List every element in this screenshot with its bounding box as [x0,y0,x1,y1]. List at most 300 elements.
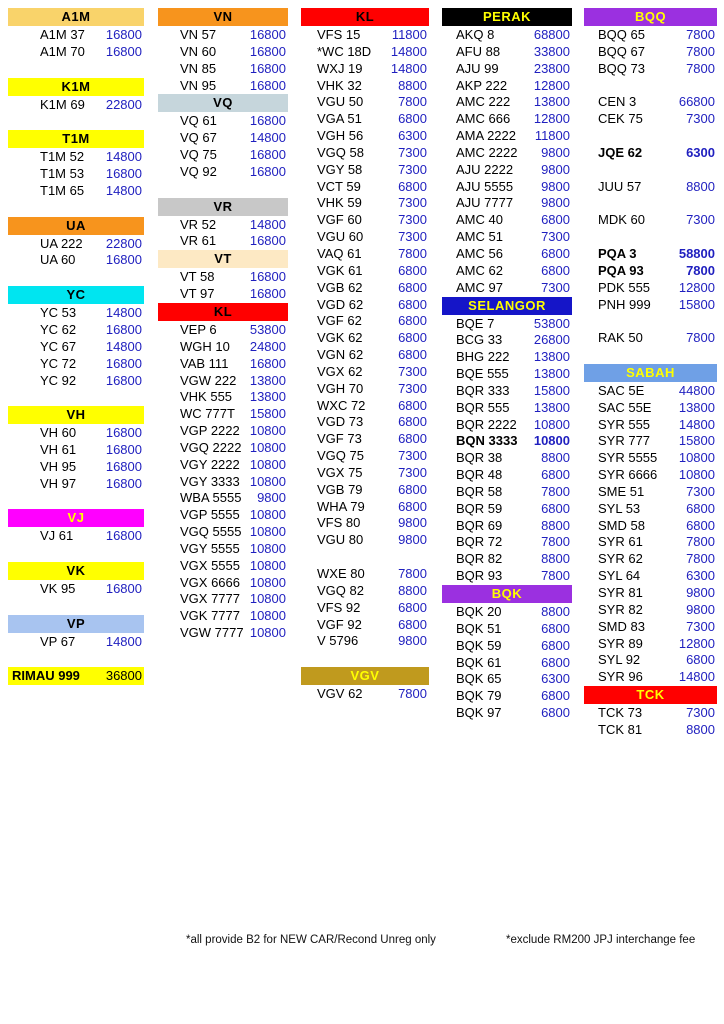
plate-row [442,316,572,333]
plate-number: T1M 65 [40,182,85,198]
section-header: UA [8,217,144,235]
plate-number: BQR 555 [456,399,510,415]
plate-number: VGY 3333 [180,473,240,489]
plate-number: VGB 79 [317,481,363,497]
plate-number: VGQ 5555 [180,524,242,540]
plate-price: 10800 [249,540,286,556]
plate-row [442,621,572,638]
plate-number: BQK 65 [456,671,502,687]
plate-price: 6800 [398,330,427,346]
section-header: SELANGOR [442,297,572,315]
plate-row [158,524,288,541]
section-a1m [8,8,144,78]
plate-number: VQ 75 [180,147,217,163]
plate-row [8,166,144,183]
section-header: K1M [8,78,144,96]
section-t1m [8,130,144,216]
plate-number: VGW 7777 [180,625,244,641]
section-header: TCK [584,686,717,704]
section-vp [8,615,144,651]
spacer [8,113,144,130]
plate-price: 6800 [541,500,570,516]
section-header: PERAK [442,8,572,26]
plate-row [584,94,717,111]
plate-row [8,97,144,114]
plate-number: VHK 32 [317,77,362,93]
plate-number: VH 97 [40,475,77,491]
section-selangor [442,297,572,586]
plate-price: 9800 [398,515,427,531]
plate-price: 10800 [249,439,286,455]
plate-row [584,330,717,347]
plate-price: 7300 [686,111,715,127]
plate-price: 14800 [390,43,427,59]
plate-price: 53800 [249,321,286,337]
plate-price: 14800 [249,216,286,232]
plate-row [301,195,429,212]
plate-number: SYL 92 [598,652,641,668]
plate-row [158,233,288,250]
plate-row [301,347,429,364]
plate-price: 8800 [686,721,715,737]
plate-row [584,383,717,400]
plate-row [301,212,429,229]
plate-number: VT 97 [180,286,215,302]
plate-row [301,330,429,347]
plate-number: VCT 59 [317,178,361,194]
plate-row [442,383,572,400]
plate-price: 12800 [678,635,715,651]
plate-row [442,162,572,179]
plate-price: 22800 [105,235,142,251]
plate-number: BQR 82 [456,551,503,567]
plate-number: SYL 53 [598,500,641,516]
plate-number: SYR 89 [598,635,643,651]
plate-price: 16800 [249,147,286,163]
plate-price: 7800 [686,330,715,346]
spacer [8,493,144,510]
plate-price: 10800 [249,625,286,641]
plate-price: 6800 [541,654,570,670]
plate-row [301,145,429,162]
plate-price: 16800 [249,269,286,285]
plate-price: 16800 [105,43,142,59]
plate-number: VR 61 [180,233,217,249]
plate-price: 6800 [398,313,427,329]
section-vk [8,562,144,615]
plate-number: VGF 92 [317,616,362,632]
section-vh [8,406,144,509]
plate-row [8,305,144,322]
plate-price: 44800 [678,382,715,398]
plate-price: 10800 [249,608,286,624]
plate-row [8,442,144,459]
plate-number: VGY 5555 [180,540,240,556]
plate-price: 23800 [533,60,570,76]
plate-number: AMC 97 [456,279,503,295]
plate-price: 6800 [398,431,427,447]
plate-price: 7300 [398,448,427,464]
plate-price: 66800 [678,94,715,110]
plate-row [301,448,429,465]
plate-row [584,78,717,95]
plate-number: T1M 53 [40,166,85,182]
plate-number: BHG 222 [456,349,510,365]
plate-price: 6800 [541,620,570,636]
plate-number: BQK 51 [456,620,502,636]
plate-price: 16800 [249,43,286,59]
section-vq [158,94,288,197]
plate-number: BQK 97 [456,705,502,721]
plate-number: VN 95 [180,77,217,93]
plate-row [158,389,288,406]
plate-number: SYR 96 [598,669,643,685]
plate-number: VK 95 [40,581,76,597]
plate-price: 12800 [533,77,570,93]
plate-row [442,94,572,111]
plate-price: 7300 [686,212,715,228]
plate-row [584,585,717,602]
plate-price: 14800 [105,182,142,198]
plate-row [158,575,288,592]
plate-number: VGF 73 [317,431,362,447]
plate-price: 7300 [398,161,427,177]
spacer [8,598,144,615]
plate-number: VAQ 61 [317,245,362,261]
plate-number: WXE 80 [317,566,365,581]
plate-number: VQ 67 [180,130,217,146]
plate-price: 10800 [533,416,570,432]
plate-row [442,417,572,434]
plate-row [442,111,572,128]
plate-price: 10800 [249,423,286,439]
plate-row [158,286,288,303]
plate-number: BQR 72 [456,534,503,550]
plate-row [158,608,288,625]
plate-number: VGV 62 [317,686,363,702]
section-header: VN [158,8,288,26]
plate-price: 10800 [249,456,286,472]
column-1 [8,8,144,685]
section-yc [8,286,144,406]
plate-price: 16800 [105,442,142,458]
plate-number: VGP 5555 [180,507,240,523]
plate-number: VGB 62 [317,279,363,295]
section-vt [158,250,288,303]
plate-row [584,433,717,450]
plate-row [8,373,144,390]
footer-note-b2: *all provide B2 for NEW CAR/Recond Unreg only [186,934,436,946]
plate-price: 6800 [541,637,570,653]
plate-row [8,252,144,269]
plate-price: 6300 [686,568,715,584]
plate-number: BQR 69 [456,517,503,533]
plate-price: 16800 [249,113,286,129]
section-kl [301,8,429,667]
plate-row [442,229,572,246]
plate-number: K1M 69 [40,96,85,112]
plate-row [442,280,572,297]
plate-row [158,113,288,130]
plate-price: 6800 [398,414,427,430]
plate-row [8,183,144,200]
plate-row [584,501,717,518]
plate-number: BQR 333 [456,382,510,398]
plate-number: AMC 51 [456,229,503,245]
plate-row [301,61,429,78]
plate-row [442,604,572,621]
plate-row [8,459,144,476]
plate-number: VGF 62 [317,313,362,329]
plate-row [158,373,288,390]
plate-price: 7800 [686,262,715,278]
plate-price: 12800 [678,279,715,295]
plate-row [442,467,572,484]
plate-row [8,356,144,373]
plate-number: AMC 62 [456,262,503,278]
section-header: VGV [301,667,429,685]
plate-row [301,583,429,600]
plate-number: VGN 62 [317,347,364,363]
plate-row [158,44,288,61]
plate-row [442,433,572,450]
plate-number: BQR 38 [456,450,503,466]
plate-price: 7800 [686,551,715,567]
plate-row [584,636,717,653]
plate-number: MDK 60 [598,212,645,228]
plate-number: SME 51 [598,483,645,499]
plate-row [301,686,429,703]
plate-number: SAC 55E [598,399,652,415]
plate-number: SYR 82 [598,601,643,617]
plate-price: 10800 [249,524,286,540]
plate-row [158,164,288,181]
plate-row [584,619,717,636]
plate-price: 6800 [398,397,427,413]
plate-row [584,145,717,162]
plate-row [158,457,288,474]
plate-number: VEP 6 [180,321,217,337]
section-header: VR [158,198,288,216]
plate-number: VN 60 [180,43,217,59]
plate-price: 7300 [398,464,427,480]
plate-price: 9800 [541,178,570,194]
plate-price: 16800 [249,163,286,179]
section-vn [158,8,288,94]
plate-number: AJU 5555 [456,178,514,194]
plate-row [158,147,288,164]
plate-price: 12800 [533,111,570,127]
plate-price: 7800 [398,94,427,110]
plate-price: 6800 [541,467,570,483]
plate-number: VGK 62 [317,330,363,346]
plate-number: AMA 2222 [456,128,516,144]
plate-number: VQ 92 [180,163,217,179]
section-header: BQK [442,585,572,603]
plate-price: 7300 [398,144,427,160]
plate-number: PQA 3 [598,245,637,261]
plate-number: VAB 111 [180,355,229,371]
plate-row [301,398,429,415]
plate-price: 6300 [541,671,570,687]
spacer [8,269,144,286]
section-header: A1M [8,8,144,26]
plate-number: RIMAU 999 [12,667,80,683]
plate-number: VFS 92 [317,599,361,615]
plate-number: BQE 7 [456,315,495,331]
plate-price: 14800 [249,130,286,146]
plate-number: VFS 15 [317,27,361,42]
plate-row [442,655,572,672]
plate-price: 13800 [249,372,286,388]
plate-number: VGQ 82 [317,582,364,598]
plate-price: 8800 [398,582,427,598]
plate-price: 10800 [249,473,286,489]
plate-row [442,638,572,655]
plate-row [158,269,288,286]
plate-row [584,162,717,179]
plate-number: BQQ 65 [598,27,645,42]
plate-row [442,705,572,722]
plate-number: VGD 62 [317,296,364,312]
plate-row [584,246,717,263]
plate-number: PQA 93 [598,262,644,278]
plate-price: 22800 [105,96,142,112]
plate-number: AFU 88 [456,43,501,59]
plate-row [158,322,288,339]
plate-row [584,705,717,722]
plate-row [8,528,144,545]
plate-price: 7300 [541,279,570,295]
plate-row [584,229,717,246]
plate-price: 16800 [105,321,142,337]
plate-row [8,236,144,253]
plate-number: JUU 57 [598,178,642,194]
plate-row [301,617,429,634]
plate-price: 16800 [105,372,142,388]
plate-number: BQE 555 [456,366,509,382]
plate-row [301,263,429,280]
plate-row [8,581,144,598]
plate-number: BQQ 67 [598,43,645,59]
plate-row [584,179,717,196]
plate-price: 6800 [686,652,715,668]
plate-number: VGX 75 [317,464,363,480]
plate-price: 6800 [398,178,427,194]
plate-number: VGY 2222 [180,456,240,472]
plate-row [158,78,288,95]
plate-number: YC 67 [40,338,77,354]
plate-number: *WC 18D [317,43,372,59]
plate-number: VGQ 2222 [180,439,242,455]
plate-number: VGU 50 [317,94,364,110]
plate-price: 36800 [105,667,142,683]
plate-price: 24800 [249,338,286,354]
section-header: VK [8,562,144,580]
plate-number: VGH 70 [317,380,364,396]
plate-number: VH 95 [40,458,77,474]
plate-number: JQE 62 [598,144,643,160]
plate-number: SYR 61 [598,534,643,550]
plate-row [301,162,429,179]
plate-row [301,111,429,128]
plate-number: YC 53 [40,305,77,321]
plate-row [158,423,288,440]
plate-price: 6300 [398,128,427,144]
plate-price: 6800 [398,296,427,312]
plate-number: VR 52 [180,216,217,232]
plate-price: 15800 [533,382,570,398]
plate-number: AJU 7777 [456,195,514,211]
plate-number: VFS 80 [317,515,361,531]
plate-price: 26800 [533,332,570,348]
plate-number: VGU 60 [317,229,364,245]
plate-row [301,381,429,398]
plate-number: A1M 37 [40,27,85,42]
plate-number: AKQ 8 [456,27,495,42]
plate-row [442,688,572,705]
plate-number: CEN 3 [598,94,637,110]
plate-row [301,549,429,566]
plate-price: 6800 [398,279,427,295]
plate-number: VGA 51 [317,111,362,127]
plate-number: UA 222 [40,235,83,251]
plate-price: 9800 [398,633,427,649]
plate-row [301,482,429,499]
plate-row [301,280,429,297]
section-vr [158,198,288,251]
plate-price: 16800 [249,233,286,249]
plate-row [301,600,429,617]
plate-row [8,476,144,493]
plate-number: WC 777T [180,406,235,422]
plate-row [301,532,429,549]
plate-price: 7800 [398,686,427,702]
plate-number: VGK 61 [317,262,363,278]
plate-number: VH 61 [40,442,77,458]
plate-number: AKP 222 [456,77,508,93]
plate-price: 14800 [105,338,142,354]
plate-number: BQR 58 [456,483,503,499]
plate-number: SYR 555 [598,416,651,432]
plate-price: 6300 [686,144,715,160]
plate-number: AJU 99 [456,60,499,76]
spacer [301,650,429,667]
plate-row [442,671,572,688]
spacer [8,61,144,78]
plate-row [442,61,572,78]
plate-price: 16800 [249,355,286,371]
plate-number: VGQ 75 [317,448,364,464]
plate-number: V 5796 [317,633,359,649]
plate-number: VJ 61 [40,528,74,544]
plate-number: PNH 999 [598,296,651,312]
plate-number: VGX 62 [317,363,363,379]
plate-row [8,322,144,339]
plate-row [301,297,429,314]
plate-price: 6800 [398,481,427,497]
plate-price: 7300 [398,363,427,379]
plate-row [584,450,717,467]
plate-row [442,551,572,568]
plate-price: 7300 [686,705,715,721]
plate-row [442,349,572,366]
plate-price: 6800 [398,111,427,127]
plate-row [158,406,288,423]
plate-row [301,128,429,145]
plate-price: 9800 [686,585,715,600]
plate-number: VGF 60 [317,212,362,228]
